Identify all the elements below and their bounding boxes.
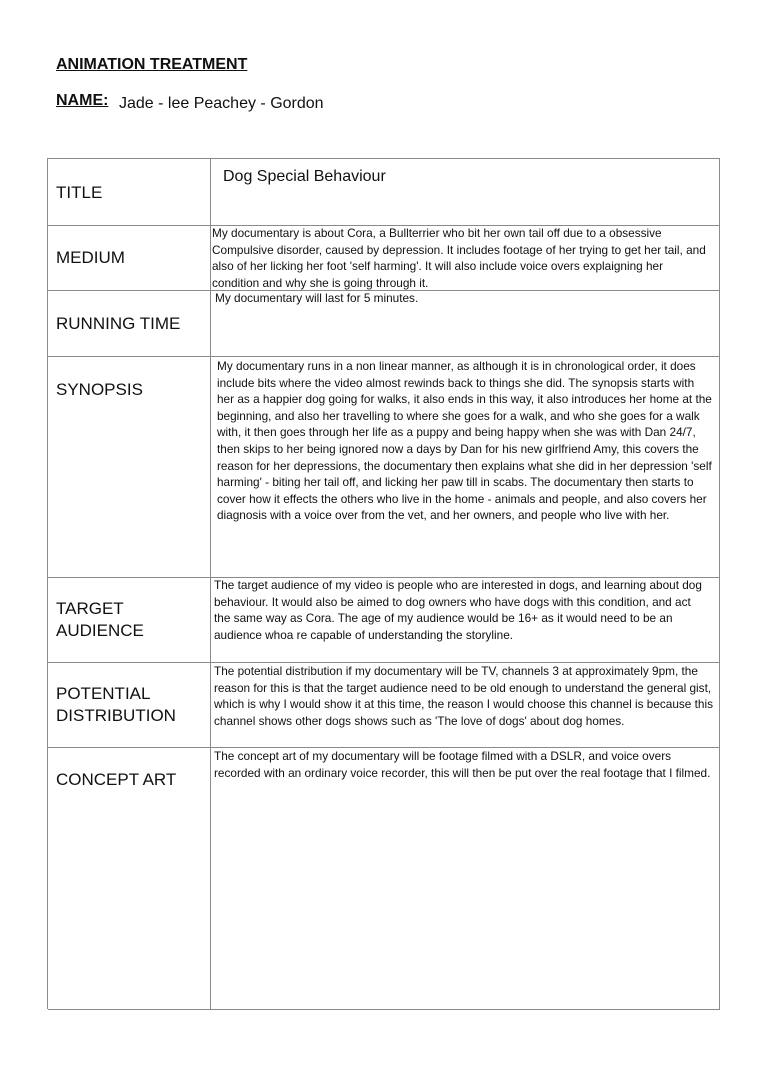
running-time-label-cell xyxy=(48,290,211,356)
target-audience-content-cell xyxy=(211,577,720,662)
target-audience-content: The target audience of my video is people who are interested in dogs, and learning about dog behaviour. It would also be aimed to dog owners who have dogs with this condition, and act the same way as Cora. The age of my audience would be 16+ as it would need to be an audience whoa re capable of understanding the storyline. xyxy=(214,578,702,642)
synopsis-label: SYNOPSIS xyxy=(56,380,143,399)
target-audience-label-cell xyxy=(48,577,211,662)
title-row xyxy=(48,159,720,226)
concept-art-label-cell xyxy=(48,747,211,1009)
potential-distribution-row xyxy=(48,662,720,748)
concept-art-row xyxy=(48,747,720,1010)
medium-content: My documentary is about Cora, a Bullterrier who bit her own tail off due to a obsessive Compulsive disorder, caused by depression. It includes footage of her trying to get her tail, and also of her licking her foot 'self harming'. It will also include voice overs explaigning her condition and why she is going through it. xyxy=(212,226,706,290)
title-content-cell xyxy=(211,159,720,225)
medium-label-cell xyxy=(48,225,211,290)
synopsis-row xyxy=(48,356,720,578)
potential-distribution-label: POTENTIAL DISTRIBUTION xyxy=(56,684,176,725)
document-heading: ANIMATION TREATMENT xyxy=(56,56,248,73)
medium-content-cell xyxy=(211,225,720,290)
concept-art-content-cell xyxy=(211,747,720,1009)
synopsis-content-cell xyxy=(211,356,720,577)
potential-distribution-content: The potential distribution if my documentary will be TV, channels 3 at approximately 9pm, the reason for this is that the target audience need to be old enough to understand the general gist, which is why I would show it at this time, the reason I would choose this channel is because this channel shows other dogs shows such as 'The love of dogs' about dog homes. xyxy=(214,664,714,728)
title-label: TITLE xyxy=(56,183,103,202)
potential-distribution-content-cell xyxy=(211,662,720,747)
running-time-content: My documentary will last for 5 minutes. xyxy=(215,291,419,305)
treatment-table xyxy=(47,158,720,1009)
concept-art-label: CONCEPT ART xyxy=(56,770,177,789)
synopsis-content: My documentary runs in a non linear manner, as although it is in chronological order, it does include bits where the video almost rewinds back to things she did. The synopsis starts with her as a happier dog going for walks, it also ends in this way, it also introduces her home at the beginning, and also her travelling to where she goes for a walk, and who she goes for a walk with, it then goes through her life as a puppy and being happy when she was with Dan 24/7, then skips to her being ignored now a days by Dan for his new girlfriend Amy, this covers the reason for her depressions, the documentary then explains what she did in her depression 'self harming' - biting her tail off, and licking her paw till in scabs. The documentary then starts to cover how it effects the others who live in the home - animals and people, and also covers her diagnosis with a voice over from the vet, and her owners, and people who live with her. xyxy=(217,359,712,523)
medium-label: MEDIUM xyxy=(56,248,125,267)
target-audience-row xyxy=(48,577,720,663)
concept-art-content: The concept art of my documentary will be footage filmed with a DSLR, and voice overs recorded with an ordinary voice recorder, this will then be put over the real footage that I filmed. xyxy=(214,749,711,780)
name-label: NAME: xyxy=(56,92,109,109)
running-time-row xyxy=(48,290,720,357)
running-time-label: RUNNING TIME xyxy=(56,314,181,333)
title-content: Dog Special Behaviour xyxy=(223,168,386,185)
potential-distribution-label-cell xyxy=(48,662,211,747)
medium-row xyxy=(48,225,720,291)
title-label-cell xyxy=(48,159,211,225)
name-value: Jade - lee Peachey - Gordon xyxy=(119,95,324,112)
synopsis-label-cell xyxy=(48,356,211,577)
target-audience-label: TARGET AUDIENCE xyxy=(56,599,144,640)
running-time-content-cell xyxy=(211,290,720,356)
